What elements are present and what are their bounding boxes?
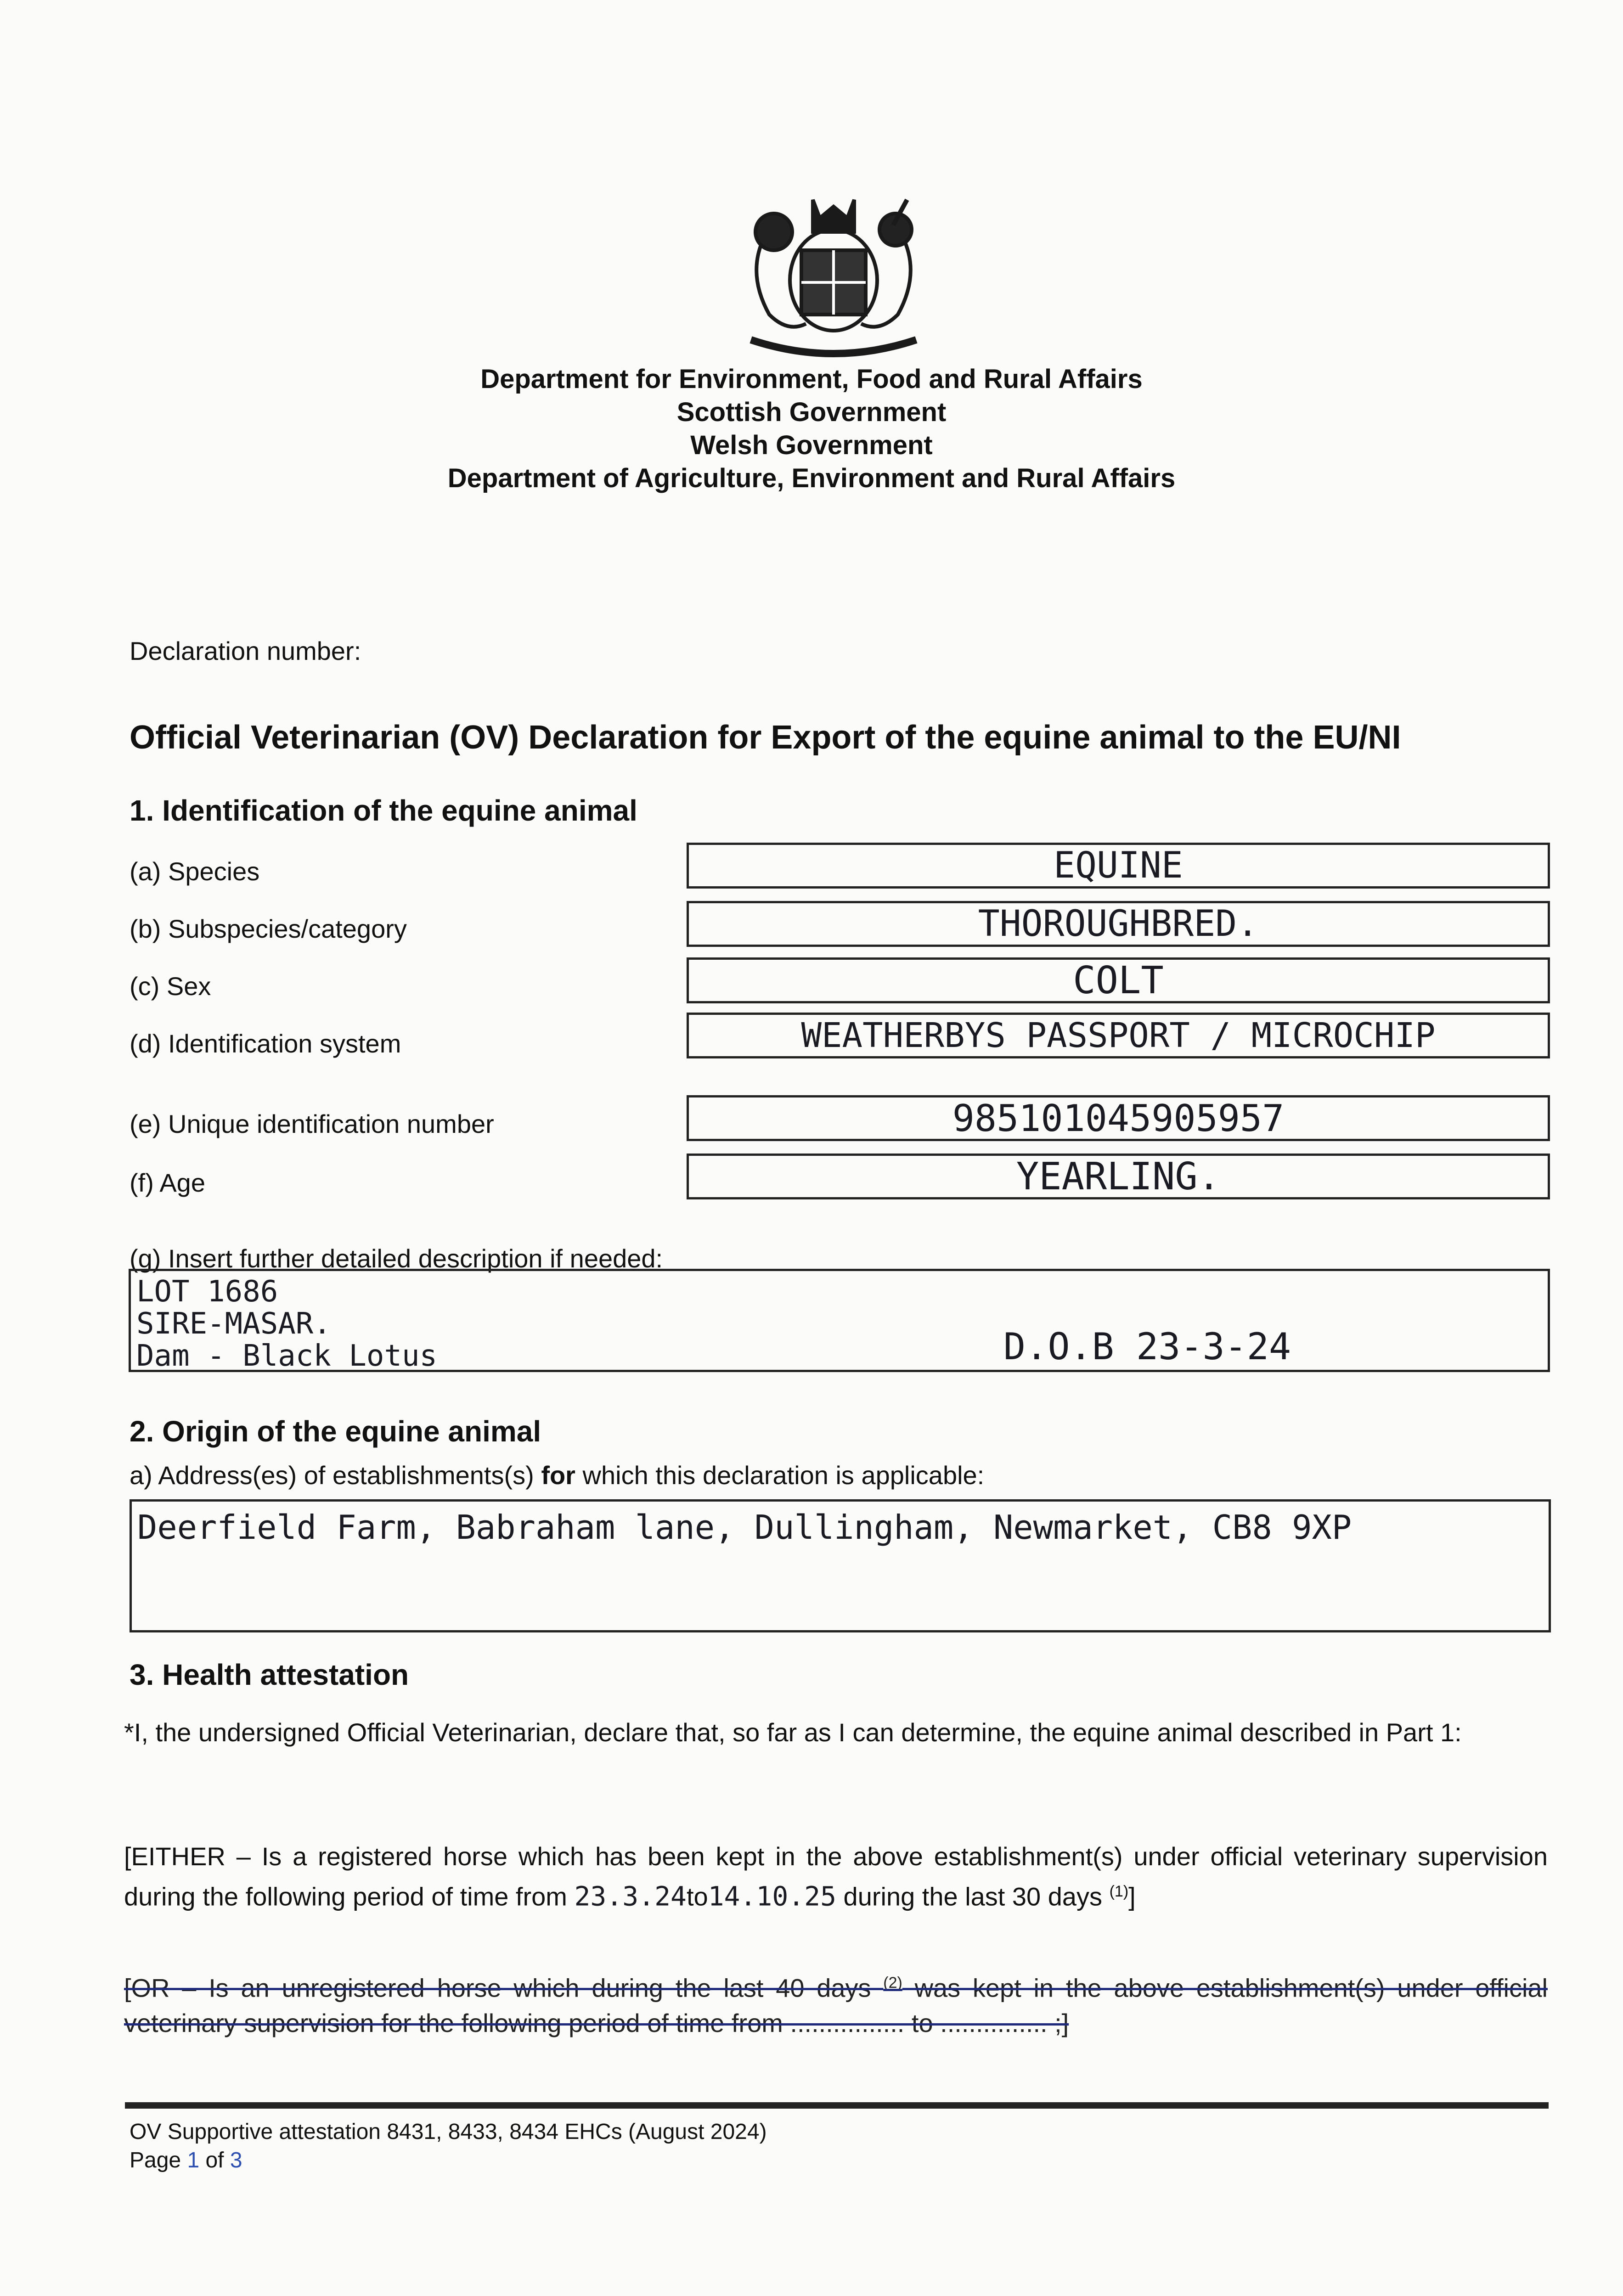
subspecies-field[interactable] (687, 901, 1550, 947)
either-footnote-ref: (1) (1109, 1883, 1129, 1900)
page-indicator (130, 2146, 767, 2175)
species-field[interactable] (687, 843, 1550, 889)
or-text: [OR – Is an unregistered horse which during the last 40 days (124, 1973, 884, 2003)
further-description-field[interactable] (129, 1269, 1550, 1372)
section1-heading: 1. Identification of the equine animal (130, 794, 637, 827)
age-value: YEARLING. (1016, 1154, 1221, 1199)
identification-system-label: (d) Identification system (130, 1029, 401, 1058)
address-field[interactable] (130, 1499, 1551, 1632)
either-to-word: to (686, 1882, 708, 1911)
royal-coat-of-arms-icon (733, 181, 935, 360)
either-post: during the last 30 days (836, 1882, 1110, 1911)
identification-system-field[interactable] (687, 1013, 1550, 1058)
further-line: SIRE-MASAR. (136, 1307, 331, 1341)
sex-label: (c) Sex (130, 972, 211, 1001)
page-word: Page (130, 2148, 187, 2172)
either-end: ] (1128, 1882, 1136, 1911)
footer (130, 2118, 767, 2175)
footer-divider (125, 2102, 1549, 2109)
further-line: Dam - Black Lotus (136, 1339, 438, 1373)
age-field[interactable] (687, 1154, 1550, 1199)
page-total: 3 (230, 2148, 242, 2172)
attestation-or-struck (124, 1965, 1548, 2041)
subspecies-label: (b) Subspecies/category (130, 914, 407, 943)
unique-id-value: 985101045905957 (952, 1097, 1285, 1140)
sex-value: COLT (1073, 958, 1164, 1002)
unique-id-label: (e) Unique identification number (130, 1109, 494, 1138)
address-label-post: which this declaration is applicable: (575, 1461, 985, 1490)
section3-heading: 3. Health attestation (130, 1658, 409, 1691)
subspecies-value: THOROUGHBRED. (978, 903, 1259, 945)
address-value: Deerfield Farm, Babraham lane, Dullingham, Newmarket, CB8 9XP (137, 1508, 1352, 1547)
species-label: (a) Species (130, 857, 260, 886)
age-label: (f) Age (130, 1168, 205, 1197)
department-line: Welsh Government (690, 430, 933, 460)
page-title: Official Veterinarian (OV) Declaration for Export of the equine animal to the EU/NI (130, 719, 1401, 756)
or-text-post: was kept in the above establishment(s) under official veterinary supervision for the following period of time from ................ to ............... ;] (124, 1973, 1548, 2037)
page-of: of (199, 2148, 230, 2172)
unique-id-field[interactable] (687, 1095, 1550, 1141)
department-line: Department for Environment, Food and Rural Affairs (480, 364, 1143, 394)
either-to-date: 14.10.25 (708, 1880, 836, 1912)
identification-system-value: WEATHERBYS PASSPORT / MICROCHIP (801, 1016, 1436, 1055)
department-line: Scottish Government (676, 397, 947, 427)
further-description-label: (g) Insert further detailed description if needed: (130, 1244, 663, 1273)
species-value: EQUINE (1054, 845, 1183, 886)
attestation-either (124, 1839, 1548, 1914)
section2-heading: 2. Origin of the equine animal (130, 1415, 541, 1448)
date-of-birth: D.O.B 23-3-24 (1003, 1325, 1291, 1368)
either-from-date: 23.3.24 (574, 1880, 687, 1912)
address-label (130, 1460, 984, 1490)
sex-field[interactable] (687, 957, 1550, 1003)
address-label-bold: for (541, 1461, 575, 1490)
department-names (0, 363, 1623, 495)
further-line: LOT 1686 (136, 1275, 278, 1309)
or-footnote-ref: (2) (883, 1974, 902, 1992)
address-label-pre: a) Address(es) of establishments(s) (130, 1461, 541, 1490)
department-line: Department of Agriculture, Environment and Rural Affairs (447, 463, 1176, 493)
footer-attestation: OV Supportive attestation 8431, 8433, 8434 EHCs (August 2024) (130, 2120, 767, 2144)
declaration-number-label: Declaration number: (130, 636, 361, 665)
attestation-intro: *I, the undersigned Official Veterinarian, declare that, so far as I can determine, the equine animal described in Part 1: (124, 1718, 1462, 1747)
page-current: 1 (187, 2148, 200, 2172)
either-text: [EITHER – Is a registered horse which has been kept in the above establishment(s) under official veterinary supervision during the following period of time from (124, 1842, 1548, 1911)
